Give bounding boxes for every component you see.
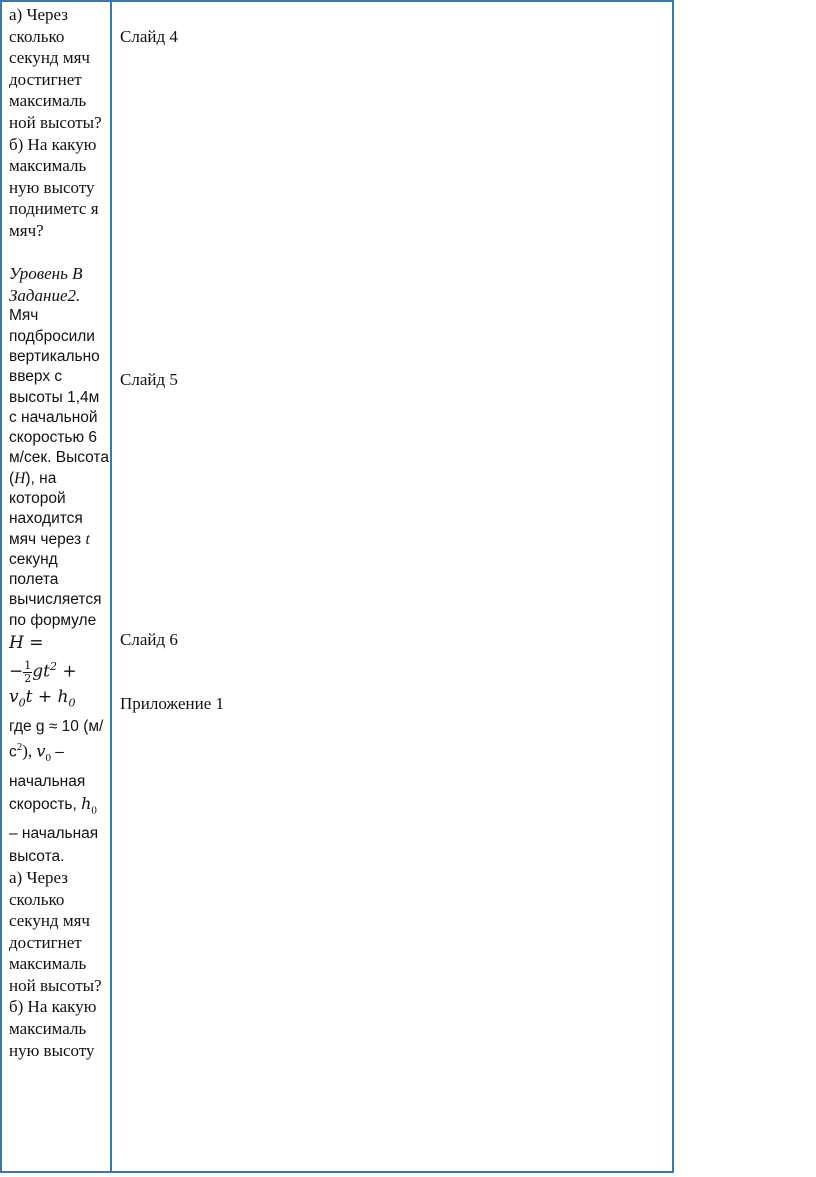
task-heading: Задание2. (9, 285, 81, 305)
formula-explanation: где g ≈ 10 $(м/с^2)$, $v_0$ – начальная скорость, $h_0$ – начальная высота. (9, 718, 104, 865)
slide-4-label: Слайд 4 (120, 27, 178, 46)
left-column (9, 4, 109, 1061)
level-heading: Уровень В (9, 264, 83, 284)
task1-question-b: б) На какую максималь ную высоту подниметс я мяч? (9, 134, 99, 240)
formula: H = − $\frac{1}{2}$ $gt^2$ + $v_0t + h_0$ (9, 633, 77, 710)
slide-6-label: Слайд 6 (120, 630, 178, 649)
slide-5-label: Слайд 5 (120, 370, 178, 389)
task1-question-a: а) Через сколько секунд мяч достигнет максималь ной высоты? (9, 5, 102, 132)
column-divider (110, 0, 112, 1173)
task2-question-b: б) На какую максималь ную высоту (9, 997, 97, 1060)
task2-text: Мяч подбросили вертикально вверх с высоты 1,4м с начальной скоростью 6 м/сек. Высота (H), на которой находится мяч через t секунд полета вычисляется по формуле (9, 307, 109, 629)
task2-question-a: а) Через сколько секунд мяч достигнет максималь ной высоты? (9, 867, 102, 995)
appendix-label: Приложение 1 (120, 694, 224, 713)
